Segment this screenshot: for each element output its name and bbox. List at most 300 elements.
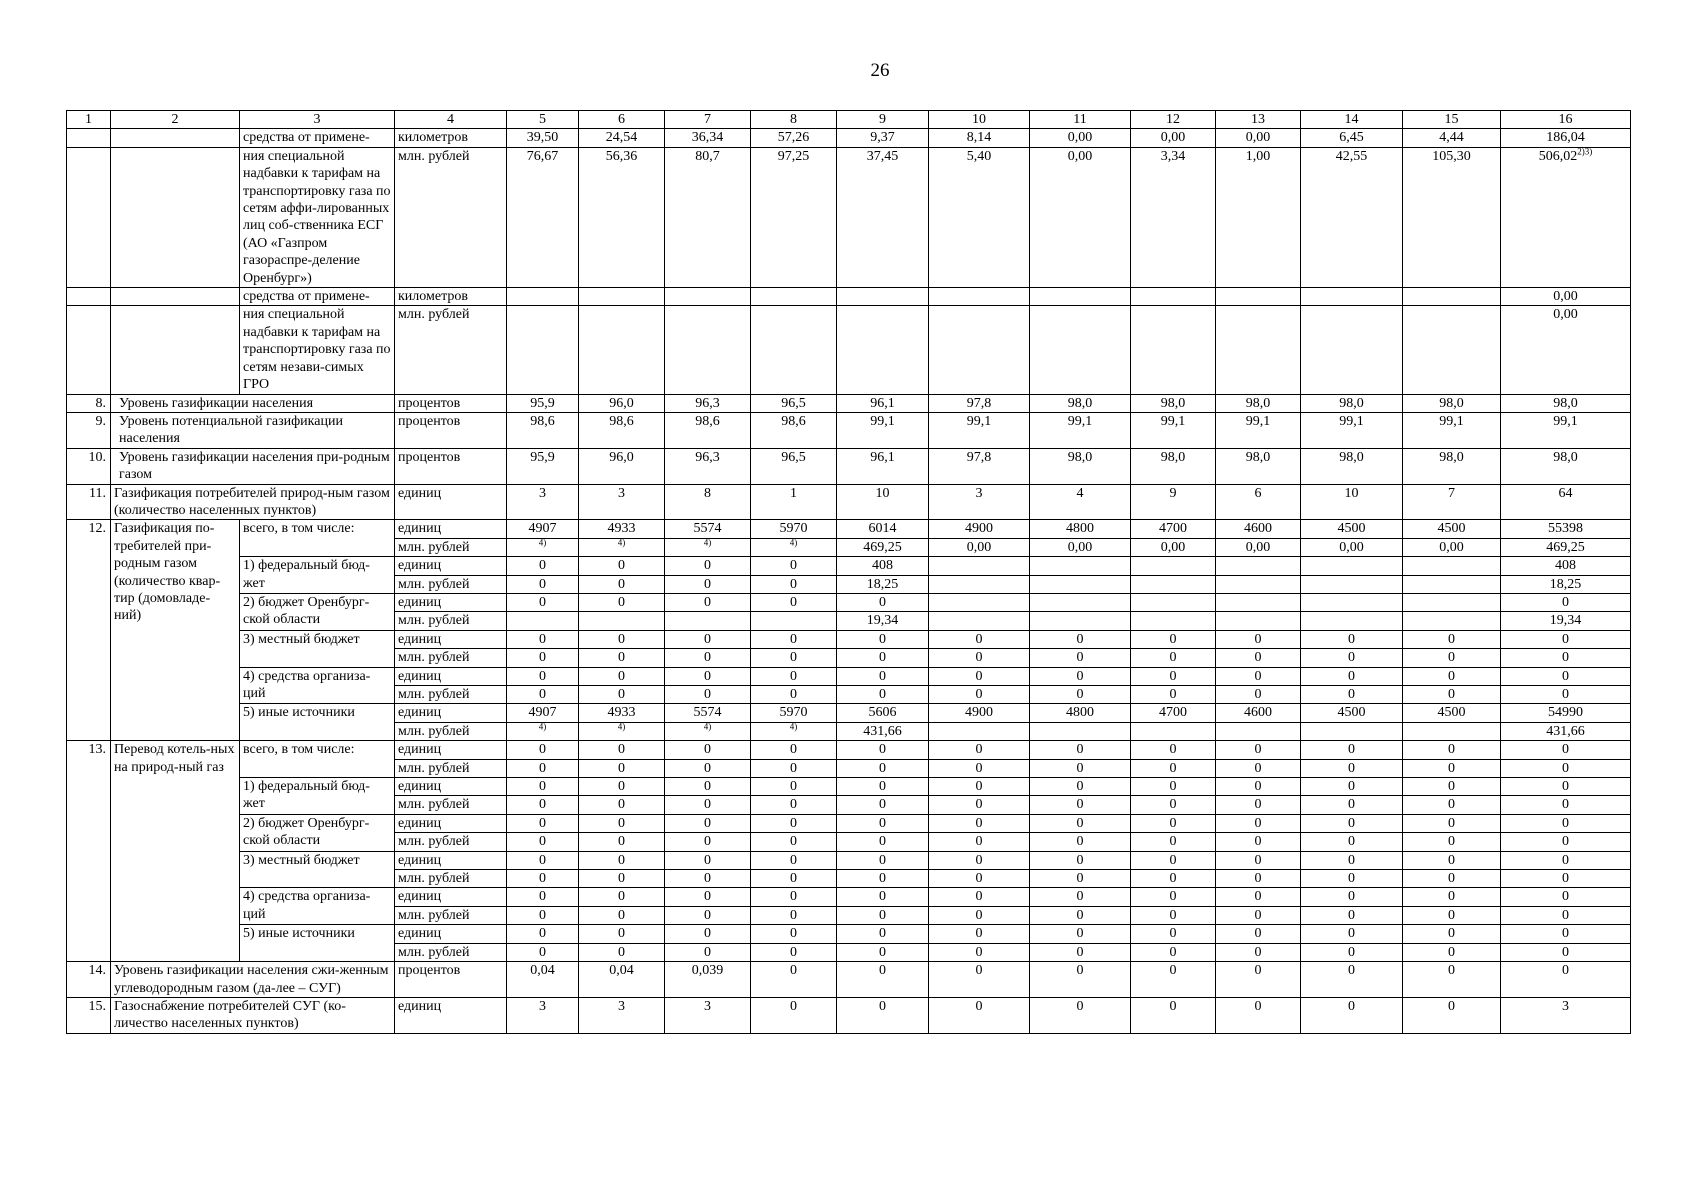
table-cell — [751, 851, 837, 869]
table-cell — [507, 906, 579, 924]
table-cell — [1131, 833, 1216, 851]
table-cell — [1501, 722, 1631, 740]
table-cell — [1301, 888, 1403, 906]
table-cell — [837, 557, 929, 575]
table-cell — [1216, 943, 1301, 961]
table-cell — [1030, 888, 1131, 906]
table-cell — [1403, 906, 1501, 924]
table-row — [67, 484, 1631, 520]
table-cell — [395, 704, 507, 722]
table-cell — [240, 888, 395, 925]
column-header: 2 — [111, 111, 240, 129]
table-row — [67, 925, 1631, 943]
cell-text: 0 — [790, 797, 797, 813]
table-cell — [1030, 686, 1131, 704]
cell-text: 0 — [1076, 963, 1084, 979]
table-cell — [665, 943, 751, 961]
table-cell — [1131, 906, 1216, 924]
cell-text: 0 — [618, 576, 625, 592]
cell-text: 0 — [879, 631, 886, 647]
cell-text: 39,50 — [526, 130, 559, 146]
table-cell — [67, 997, 111, 1033]
table-cell — [1131, 962, 1216, 998]
table-cell — [837, 962, 929, 998]
cell-text: 0,04 — [609, 963, 634, 979]
table-cell — [1131, 704, 1216, 722]
table-cell — [1216, 129, 1301, 147]
table-cell — [1030, 667, 1131, 685]
cell-text: 0 — [704, 944, 711, 960]
cell-text: 0 — [539, 742, 546, 758]
cell-text: 0 — [1348, 907, 1355, 923]
table-cell — [395, 796, 507, 814]
table-cell — [395, 129, 507, 147]
cell-text: 4800 — [1066, 521, 1094, 537]
column-header: 12 — [1131, 111, 1216, 129]
cell-text: 37,45 — [866, 148, 899, 164]
table-cell — [1030, 575, 1131, 593]
table-cell — [579, 649, 665, 667]
cell-text: 0 — [618, 687, 625, 702]
table-cell — [507, 557, 579, 575]
cell-text: 4700 — [1159, 521, 1187, 537]
table-cell — [1216, 888, 1301, 906]
cell-text: Уровень газификации населения сжи-женным углеводородным газом (да-лее – СУГ) — [114, 963, 389, 996]
table-cell — [579, 997, 665, 1033]
table-cell — [1403, 448, 1501, 484]
cell-text: 99,1 — [1439, 413, 1464, 429]
cell-text: 0 — [1169, 926, 1177, 942]
cell-text: 0 — [790, 907, 797, 923]
column-header: 4 — [395, 111, 507, 129]
table-cell — [837, 593, 929, 611]
table-cell — [1403, 147, 1501, 287]
table-cell — [665, 147, 751, 287]
cell-text: единиц — [398, 742, 442, 758]
table-cell — [1216, 306, 1301, 394]
cell-text: 0 — [704, 687, 711, 702]
cell-text: 5574 — [693, 705, 722, 721]
cell-text: 6 — [1254, 485, 1262, 501]
table-cell — [507, 925, 579, 943]
table-cell — [1216, 394, 1301, 412]
table-cell — [1030, 520, 1131, 538]
cell-text: 0 — [1348, 852, 1355, 868]
table-cell — [507, 288, 579, 306]
cell-text: 0 — [1076, 760, 1084, 776]
table-cell — [1216, 906, 1301, 924]
cell-text: млн. рублей — [398, 148, 470, 164]
cell-text: 0,00 — [1067, 148, 1093, 164]
cell-text: 0 — [1076, 889, 1084, 905]
table-row — [67, 147, 1631, 287]
table-cell — [665, 538, 751, 556]
cell-text: 0 — [975, 687, 983, 702]
cell-text: 0 — [879, 944, 886, 960]
cell-text: 5606 — [868, 705, 897, 721]
table-cell — [111, 484, 395, 520]
table-cell — [1301, 630, 1403, 648]
cell-text: 0 — [1254, 926, 1262, 942]
table-cell — [579, 741, 665, 759]
table-cell — [665, 997, 751, 1033]
cell-text: 0 — [975, 779, 983, 795]
table-cell — [929, 722, 1030, 740]
table-cell — [1030, 722, 1131, 740]
table-cell — [1131, 394, 1216, 412]
cell-text: единиц — [398, 594, 442, 610]
table-cell — [111, 997, 395, 1033]
cell-text: 98,6 — [781, 413, 806, 429]
table-cell — [579, 288, 665, 306]
cell-text: 0 — [1562, 907, 1569, 923]
cell-text: 0 — [1254, 871, 1262, 887]
table-cell — [1501, 851, 1631, 869]
cell-text: 9. — [95, 413, 106, 429]
cell-text: 11. — [89, 485, 106, 501]
table-cell — [665, 557, 751, 575]
cell-text: ния специальной надбавки к тарифам на транспортировку газа по сетям незави-симых ГРО — [243, 307, 391, 393]
table-cell — [395, 741, 507, 759]
table-cell — [751, 538, 837, 556]
cell-text: 0 — [539, 760, 546, 776]
cell-text: 0 — [1076, 907, 1084, 923]
cell-text: 80,7 — [695, 148, 720, 164]
table-cell — [1301, 778, 1403, 796]
cell-text: 0 — [975, 852, 983, 868]
table-cell — [507, 759, 579, 777]
cell-text: 96,0 — [609, 395, 634, 411]
cell-text: 14. — [88, 963, 106, 979]
table-cell — [837, 612, 929, 630]
cell-text: 0 — [1348, 650, 1355, 666]
table-cell — [395, 833, 507, 851]
table-cell — [665, 667, 751, 685]
cell-text: 0 — [1254, 963, 1262, 979]
table-cell — [1216, 851, 1301, 869]
table-cell — [579, 704, 665, 722]
footnote-mark: 4) — [789, 538, 798, 548]
table-cell — [111, 962, 395, 998]
cell-text: 1) федеральный бюд-жет — [243, 779, 370, 812]
cell-text: 3 — [618, 998, 625, 1014]
table-row — [67, 520, 1631, 538]
table-cell — [665, 412, 751, 448]
cell-text: 0 — [1076, 631, 1084, 647]
cell-text: 0 — [704, 852, 711, 868]
cell-text: 0 — [975, 907, 983, 923]
cell-text: 0 — [1348, 834, 1355, 850]
table-cell — [507, 630, 579, 648]
table-cell — [751, 888, 837, 906]
cell-text: млн. рублей — [398, 650, 470, 666]
cell-text: 0 — [704, 815, 711, 831]
cell-text: 0 — [879, 998, 886, 1014]
cell-text: 0,00 — [966, 539, 992, 555]
cell-text: 0 — [1448, 779, 1455, 795]
cell-text: 0 — [704, 668, 711, 684]
table-cell — [1131, 778, 1216, 796]
table-cell — [1403, 925, 1501, 943]
table-cell — [67, 306, 111, 394]
table-cell — [1501, 962, 1631, 998]
table-cell — [395, 394, 507, 412]
table-cell — [395, 925, 507, 943]
cell-text: 0 — [618, 668, 625, 684]
table-cell — [837, 851, 929, 869]
table-cell — [579, 962, 665, 998]
table-cell — [665, 778, 751, 796]
cell-text: 2) бюджет Оренбург-ской области — [243, 815, 370, 849]
cell-text: 0 — [1348, 926, 1355, 942]
column-header: 3 — [240, 111, 395, 129]
table-cell — [665, 593, 751, 611]
table-cell — [1403, 741, 1501, 759]
cell-text: 4500 — [1437, 521, 1466, 537]
table-cell — [395, 288, 507, 306]
cell-text: 5,40 — [966, 148, 992, 164]
table-cell — [837, 686, 929, 704]
cell-text: единиц — [398, 631, 442, 647]
table-cell — [507, 448, 579, 484]
table-cell — [1301, 593, 1403, 611]
table-cell — [579, 888, 665, 906]
cell-text: 0 — [1076, 944, 1084, 960]
table-cell — [1403, 686, 1501, 704]
table-cell — [395, 814, 507, 832]
table-cell — [67, 412, 111, 448]
table-cell — [1501, 288, 1631, 306]
table-cell — [665, 906, 751, 924]
table-cell — [1501, 833, 1631, 851]
table-cell — [751, 575, 837, 593]
cell-text: 4800 — [1066, 705, 1094, 721]
cell-text: 0 — [1448, 963, 1455, 979]
table-cell — [1216, 593, 1301, 611]
cell-text: 0 — [618, 871, 625, 887]
table-cell — [1403, 962, 1501, 998]
table-header-row — [67, 111, 1631, 129]
cell-text: 0 — [975, 668, 983, 684]
table-cell — [1131, 538, 1216, 556]
cell-text: процентов — [398, 395, 461, 411]
cell-text: 98,0 — [1067, 395, 1093, 411]
cell-text: 0 — [790, 760, 797, 776]
cell-text: 0 — [1448, 742, 1455, 758]
table-cell — [1501, 741, 1631, 759]
table-cell — [579, 814, 665, 832]
cell-text: 0 — [1169, 907, 1177, 923]
cell-text: 0 — [1076, 650, 1084, 666]
cell-text: 0 — [975, 963, 983, 979]
cell-text: 19,34 — [1549, 613, 1582, 629]
table-cell — [507, 686, 579, 704]
cell-text: 0 — [618, 797, 625, 813]
table-cell — [67, 394, 111, 412]
table-cell — [1403, 997, 1501, 1033]
cell-text: 97,8 — [966, 449, 992, 465]
cell-text: 0 — [1348, 963, 1355, 979]
cell-text: 0 — [1254, 998, 1262, 1014]
table-cell — [67, 741, 111, 962]
cell-text: 0 — [1448, 926, 1455, 942]
table-cell — [579, 557, 665, 575]
table-cell — [240, 778, 395, 815]
table-cell — [1030, 484, 1131, 520]
table-cell — [67, 129, 111, 147]
cell-text: 0 — [704, 907, 711, 923]
table-cell — [395, 520, 507, 538]
table-cell — [1403, 888, 1501, 906]
table-cell — [1501, 667, 1631, 685]
cell-text: 0 — [1348, 687, 1355, 702]
table-cell — [837, 484, 929, 520]
table-cell — [395, 147, 507, 287]
table-cell — [67, 448, 111, 484]
table-cell — [1301, 649, 1403, 667]
table-cell — [579, 778, 665, 796]
cell-text: 0 — [879, 797, 886, 813]
cell-text: 0,04 — [530, 963, 555, 979]
table-cell — [837, 943, 929, 961]
table-cell — [1030, 870, 1131, 888]
cell-text: 0 — [539, 907, 546, 923]
table-cell — [837, 722, 929, 740]
cell-text: 0 — [975, 926, 983, 942]
cell-text: 0,00 — [1553, 289, 1578, 305]
cell-text: млн. рублей — [398, 871, 470, 887]
table-cell — [751, 667, 837, 685]
cell-text: 0 — [704, 797, 711, 813]
cell-text: 0 — [879, 907, 886, 923]
cell-text: 5970 — [779, 705, 808, 721]
table-cell — [507, 612, 579, 630]
cell-text: 64 — [1558, 485, 1573, 501]
table-cell — [507, 394, 579, 412]
table-cell — [1301, 147, 1403, 287]
table-cell — [837, 741, 929, 759]
table-cell — [1216, 147, 1301, 287]
cell-text: единиц — [398, 779, 442, 795]
table-cell — [395, 593, 507, 611]
cell-text: млн. рублей — [398, 307, 470, 323]
table-cell — [1501, 686, 1631, 704]
table-cell — [665, 612, 751, 630]
table-cell — [507, 520, 579, 538]
table-cell — [751, 943, 837, 961]
table-cell — [507, 870, 579, 888]
cell-text: 98,0 — [1160, 395, 1186, 411]
table-cell — [665, 630, 751, 648]
cell-text: 98,0 — [1339, 449, 1364, 465]
table-cell — [837, 538, 929, 556]
cell-text: 0 — [1448, 631, 1455, 647]
table-cell — [751, 686, 837, 704]
table-cell — [579, 722, 665, 740]
cell-text: 6014 — [868, 521, 897, 537]
table-cell — [1030, 593, 1131, 611]
table-cell — [1403, 575, 1501, 593]
cell-text: 0 — [1562, 742, 1569, 758]
table-cell — [1030, 412, 1131, 448]
cell-text: 0 — [975, 815, 983, 831]
table-cell — [1030, 814, 1131, 832]
table-cell — [1501, 593, 1631, 611]
table-cell — [1403, 630, 1501, 648]
cell-text: 0 — [1448, 650, 1455, 666]
column-header: 7 — [665, 111, 751, 129]
table-cell — [1403, 778, 1501, 796]
cell-text: 4933 — [607, 705, 636, 721]
cell-text: 0 — [618, 650, 625, 666]
cell-text: 0 — [790, 576, 797, 592]
cell-text: 0 — [1448, 944, 1455, 960]
table-cell — [1501, 997, 1631, 1033]
cell-text: 4) средства организа-ций — [243, 668, 371, 701]
cell-text: 0 — [975, 760, 983, 776]
cell-text: 5574 — [693, 521, 722, 537]
table-row — [67, 851, 1631, 869]
cell-text: 408 — [872, 558, 893, 574]
cell-text: 99,1 — [870, 413, 895, 429]
table-cell — [507, 538, 579, 556]
table-cell — [929, 593, 1030, 611]
table-cell — [507, 484, 579, 520]
table-cell — [929, 412, 1030, 448]
table-cell — [1131, 943, 1216, 961]
table-cell — [1403, 306, 1501, 394]
table-cell — [507, 129, 579, 147]
table-row — [67, 448, 1631, 484]
cell-text: 0 — [1076, 926, 1084, 942]
cell-text: 0 — [1169, 760, 1177, 776]
table-cell — [507, 851, 579, 869]
table-cell — [837, 649, 929, 667]
table-cell — [579, 412, 665, 448]
cell-text: 4933 — [607, 521, 636, 537]
cell-text: 0 — [1348, 668, 1355, 684]
table-cell — [1501, 778, 1631, 796]
table-cell — [837, 306, 929, 394]
table-cell — [111, 741, 240, 962]
cell-text: 0 — [1169, 779, 1177, 795]
table-cell — [1301, 129, 1403, 147]
cell-text: 99,1 — [1067, 413, 1093, 429]
cell-text: 4600 — [1244, 705, 1272, 721]
cell-text: 10 — [1344, 485, 1359, 501]
table-cell — [929, 997, 1030, 1033]
cell-text: 0 — [879, 650, 886, 666]
table-cell — [507, 667, 579, 685]
table-cell — [579, 484, 665, 520]
table-cell — [929, 667, 1030, 685]
cell-text: 0 — [1254, 668, 1262, 684]
table-cell — [751, 778, 837, 796]
table-cell — [1131, 129, 1216, 147]
cell-text: 3 — [1562, 998, 1569, 1014]
cell-text: 408 — [1555, 558, 1576, 574]
cell-text: 15. — [88, 998, 106, 1014]
cell-text: млн. рублей — [398, 723, 470, 739]
table-cell — [1301, 484, 1403, 520]
cell-text: 0 — [539, 668, 546, 684]
table-cell — [1216, 925, 1301, 943]
cell-text: 4907 — [528, 705, 557, 721]
table-cell — [1216, 741, 1301, 759]
table-cell — [1131, 925, 1216, 943]
table-cell — [929, 147, 1030, 287]
table-cell — [1501, 704, 1631, 722]
